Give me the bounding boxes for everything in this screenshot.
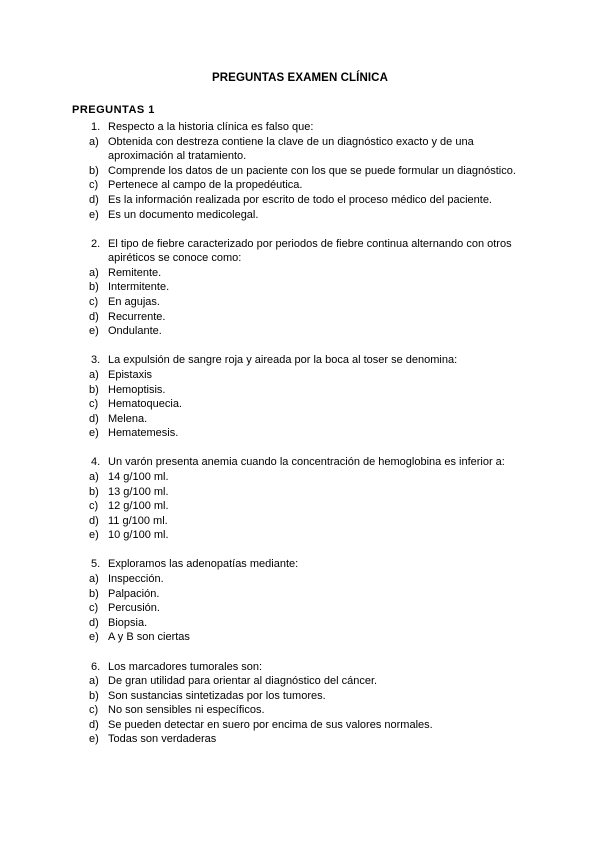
answer-option-line [0,412,600,427]
option-text: Es la información realizada por escrito de todo el proceso médico del paciente. [108,193,492,206]
answer-option-line [0,572,600,587]
option-letter: b) [89,164,99,177]
answer-option-line [0,295,600,310]
option-letter: e) [89,325,99,338]
option-text: Es un documento medicolegal. [108,208,259,221]
option-text: Hematemesis. [108,427,179,440]
option-letter: a) [89,266,99,279]
option-text: Hemoptisis. [108,383,166,396]
question-stem-line [0,237,600,252]
answer-option-line [0,630,600,645]
document-title: PREGUNTAS EXAMEN CLÍNICA [212,72,388,84]
answer-option-line [0,178,600,193]
question-number: 2. [91,237,101,250]
option-letter: d) [89,193,99,206]
option-letter: e) [89,631,99,644]
question-text: Exploramos las adenopatías mediante: [108,558,299,571]
question-2 [0,237,600,339]
option-letter: d) [89,514,99,527]
option-text: Epistaxis [108,368,153,381]
option-letter: e) [89,529,99,542]
option-letter: e) [89,427,99,440]
answer-option-line [0,689,600,704]
option-letter: a) [89,368,99,381]
question-text: La expulsión de sangre roja y aireada por la boca al toser se denomina: [108,354,458,367]
question-text: Los marcadores tumorales son: [108,660,263,673]
question-6 [0,660,600,748]
option-letter: b) [89,281,99,294]
option-letter: c) [89,398,99,411]
option-letter: a) [89,675,99,688]
question-list [0,120,600,762]
question-stem-line [0,353,600,368]
question-text: apiréticos se conoce como: [108,252,242,265]
option-text: Hematoquecia. [108,398,182,411]
option-text: De gran utilidad para orientar al diagnóstico del cáncer. [108,675,378,688]
option-text: Pertenece al campo de la propedéutica. [108,179,303,192]
option-text: Palpación. [108,587,160,600]
option-text: 11 g/100 ml. [108,514,168,527]
question-number: 6. [91,660,101,673]
question-stem-line [0,251,600,266]
answer-option-line [0,485,600,500]
option-letter: c) [89,704,99,717]
answer-option-line [0,514,600,529]
option-text: Se pueden detectar en suero por encima de sus valores normales. [108,718,433,731]
question-stem-line [0,557,600,572]
option-text: En agujas. [108,296,160,309]
option-text: 10 g/100 ml. [108,529,169,542]
answer-option-line [0,324,600,339]
answer-option-line [0,149,600,164]
option-text: 14 g/100 ml. [108,470,169,483]
question-number: 1. [91,121,101,133]
answer-option-line [0,718,600,733]
answer-option-line [0,470,600,485]
option-text: Inspección. [108,573,164,586]
question-3 [0,353,600,441]
option-text: Obtenida con destreza contiene la clave de un diagnóstico exacto y de una [108,135,474,148]
option-text: Ondulante. [108,325,162,338]
option-text: Todas son verdaderas [108,733,217,746]
answer-option-line [0,732,600,747]
answer-option-line [0,528,600,543]
option-letter: a) [89,470,99,483]
question-5 [0,557,600,645]
answer-option-line [0,616,600,631]
answer-option-line [0,397,600,412]
option-letter: d) [89,310,99,323]
option-letter: b) [89,485,99,498]
answer-option-line [0,164,600,179]
question-number: 4. [91,456,101,469]
option-text: Intermitente. [108,281,170,294]
option-letter: c) [89,296,99,309]
answer-option-line [0,499,600,514]
answer-option-line [0,587,600,602]
option-text: Biopsia. [108,616,148,629]
answer-option-line [0,135,600,150]
option-letter: c) [89,602,99,615]
answer-option-line [0,280,600,295]
question-text: El tipo de fiebre caracterizado por periodos de fiebre continua alternando con otros [108,237,512,250]
answer-option-line [0,601,600,616]
question-number: 5. [91,558,101,571]
option-text: Percusión. [108,602,160,615]
option-letter: a) [89,573,99,586]
answer-option-line [0,266,600,281]
option-text: Recurrente. [108,310,166,323]
question-number: 3. [91,354,101,367]
answer-option-line [0,310,600,325]
option-letter: e) [89,733,99,746]
option-letter: c) [89,500,99,513]
question-stem-line [0,455,600,470]
option-text: Melena. [108,412,148,425]
option-text: 13 g/100 ml. [108,485,169,498]
answer-option-line [0,383,600,398]
option-letter: d) [89,718,99,731]
option-letter: d) [89,616,99,629]
question-1 [0,120,600,222]
option-text: No son sensibles ni específicos. [108,704,265,717]
option-letter: a) [89,135,99,148]
option-text: Remitente. [108,266,162,279]
question-text: Respecto a la historia clínica es falso que: [108,121,314,133]
question-4 [0,455,600,543]
option-text: A y B son ciertas [108,631,190,644]
option-letter: d) [89,412,99,425]
answer-option-line [0,426,600,441]
option-text: aproximación al tratamiento. [108,150,247,163]
answer-option-line [0,208,600,223]
option-letter: b) [89,689,99,702]
option-text: 12 g/100 ml. [108,500,169,513]
option-text: Son sustancias sintetizadas por los tumores. [108,689,326,702]
answer-option-line [0,193,600,208]
answer-option-line [0,368,600,383]
option-letter: c) [89,179,99,192]
question-text: Un varón presenta anemia cuando la concentración de hemoglobina es inferior a: [108,456,505,469]
option-letter: b) [89,383,99,396]
question-stem-line [0,120,600,135]
answer-option-line [0,674,600,689]
option-letter: e) [89,208,99,221]
answer-option-line [0,703,600,718]
option-letter: b) [89,587,99,600]
option-text: Comprende los datos de un paciente con los que se puede formular un diagnóstico. [108,164,516,177]
section-title: PREGUNTAS 1 [72,104,155,116]
question-stem-line [0,660,600,675]
